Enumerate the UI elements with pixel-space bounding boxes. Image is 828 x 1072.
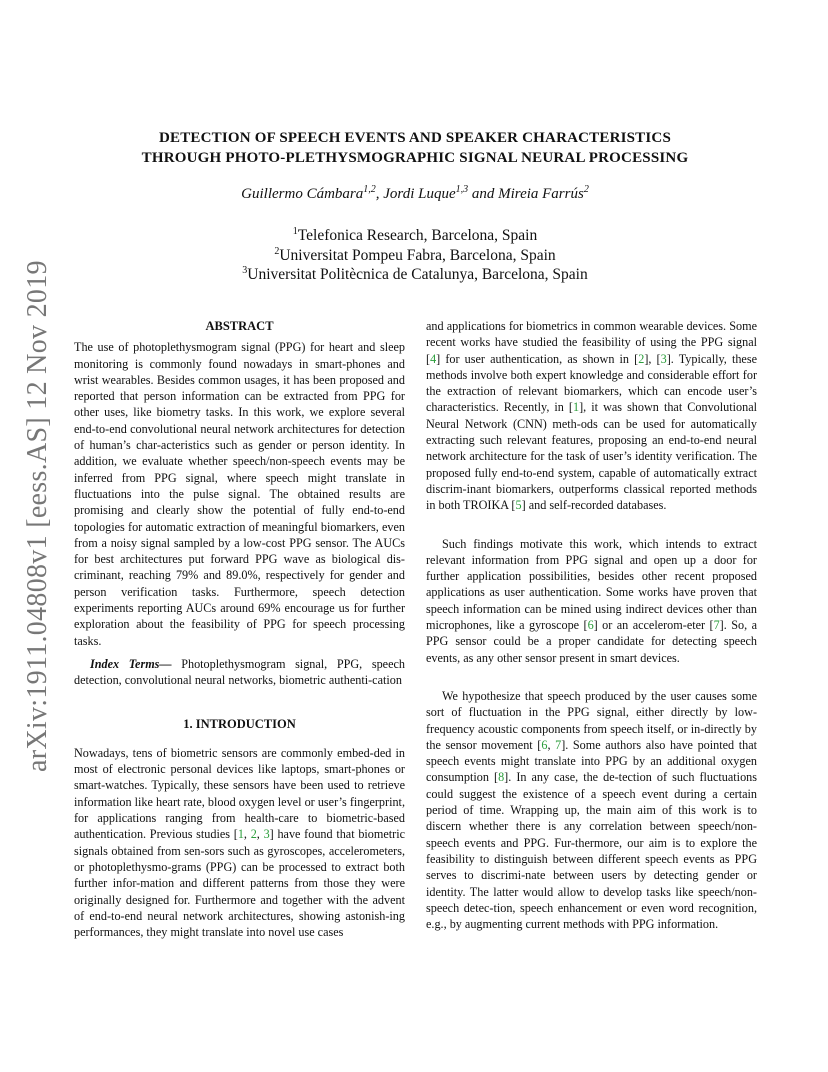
title-line-2: THROUGH PHOTO-PLETHYSMOGRAPHIC SIGNAL NEURAL PROCESSING (141, 150, 689, 166)
author-2-affil: 1,3 (455, 184, 469, 195)
affiliations (80, 226, 750, 285)
author-2: Jordi Luque (383, 186, 456, 202)
index-terms-text: Photoplethysmogram signal, PPG, speech detection, convolutional neural networks, biometric authenti-cation (74, 656, 405, 688)
index-terms (74, 656, 405, 689)
right-column (426, 318, 757, 932)
left-column (74, 318, 405, 940)
citation-link[interactable]: 7 (555, 737, 562, 752)
right-paragraph-1: and applications for biometrics in common wearable devices. Some recent works have studied the feasibility of using the PPG signal [4] for user authentication, as shown in [2], [3]. Typically, these methods involve both expert knowledge and considerable effort for the extraction of relevant biomarkers, which can encode user’s characteristics. Recently, in [1], it was shown that Convolutional Neural Network (CNN) meth-ods can be used for automatically extracting such relevant features, proposing an end-to-end neural network architecture for the task of user’s identity verification. The proposed fully end-to-end system, capable of automatically extract discrim-inant biomarkers, outperforms classical reported methods in both TROIKA [5] and self-recorded databases. (426, 319, 757, 513)
paper-title (80, 128, 750, 168)
citation-link[interactable]: 6 (587, 618, 594, 633)
citation-link[interactable]: 7 (713, 618, 720, 633)
affiliation-3: $^3$Universitat Politècnica de Catalunya, Barcelona, Spain (242, 264, 588, 283)
author-list: Guillermo Cámbara$^{1,2}$, Jordi Luque$^{1,3}$ and Mireia Farrús$^2$ (241, 184, 589, 202)
author-1: Guillermo Cámbara (241, 186, 364, 202)
arxiv-stamp: arXiv:1911.04808v1 [eess.AS] 12 Nov 2019 (22, 260, 53, 772)
citation-link[interactable]: 2 (250, 827, 257, 842)
right-paragraph-3: We hypothesize that speech produced by the user causes some sort of fluctuation in the PPG signal, either directly by low-frequency acoustic components from speech itself, or in-directly by the sensor movement [6, 7]. Some authors also have pointed that speech events might translate into PPG by an additional oxygen consumption [8]. In any case, the de-tection of such fluctuations could suggest the existence of a speech event during a certain period of time. Wrapping up, the main aim of this work is to discern whether there is any correlation between speech/non-speech events and PPG. Fur-thermore, our aim is to explore the feasibility to distinguish between different speech events as PPG serves to discrimi-nate between users by detecting gender or identity. The latter would allow to develop tasks like speech/non-speech detec-tion, speech enhancement or even word recognition, e.g., by augmenting current methods with PPG information. (426, 688, 758, 932)
citation-link[interactable]: 8 (498, 770, 505, 785)
intro-paragraph: Nowadays, tens of biometric sensors are commonly embed-ded in most of electronic personal devices like laptops, smart-phones or smart-watches. Typically, these sensors have been used to retrieve information like heart rate, blood oxygen level or user’s fingerprint, for applications ranging from health-care to biometric-based authentication. Previous studies [1, 2, 3] have found that biometric signals obtained from sen-sors such as gyroscopes, accelerometers, or photoplethysmo-grams (PPG) can be processed to extract both further infor-mation and different patterns from those they were originally designed for. Furthermore and together with the advent of end-to-end neural network architectures, showing astonish-ing performances, they might translate into novel use cases (74, 745, 406, 940)
affiliation-2: $^2$Universitat Pompeu Fabra, Barcelona, Spain (274, 245, 556, 264)
citation-link[interactable]: 2 (638, 351, 645, 366)
intro-heading: 1. INTRODUCTION (183, 716, 296, 731)
citation-link[interactable]: 1 (573, 400, 580, 415)
citation-link[interactable]: 3 (660, 351, 667, 366)
citation-link[interactable]: 1 (237, 827, 244, 842)
abstract-heading: ABSTRACT (205, 319, 274, 333)
citation-link[interactable]: 5 (515, 498, 522, 513)
index-terms-label: Index Terms— (90, 656, 172, 671)
citation-link[interactable]: 3 (263, 827, 270, 842)
citation-link[interactable]: 4 (430, 351, 437, 366)
right-paragraph-2: Such findings motivate this work, which intends to extract relevant information from PPG signal and open up a door for further application possibilities, besides other recent proposed applications as user authentication. Some works have proven that speech information can be mined using indirect devices other than microphones, like a gyroscope [6] or an accelerom-eter [7]. So, a PPG sensor could be a proper candidate for detecting speech events, as any other sensor present in smart devices. (426, 536, 757, 665)
author-3: and Mireia Farrús (471, 186, 584, 202)
abstract-text: The use of photoplethysmogram signal (PPG) for heart and sleep monitoring is commonly found nowadays in smart-phones and wrist wearables. Besides common usages, it has been proposed and reported that person information can be extracted from PPG for other uses, like biometry tasks. In this work, we explore several end-to-end convolutional neural network architectures for detection of human’s char-acteristics such as gender or person identity. In addition, we evaluate whether speech/non-speech events may be inferred from PPG signal, where speech might translate in fluctuations into the pulse signal. The obtained results are promising and clearly show the potential of fully end-to-end topologies for automatic extraction of meaningful biomarkers, even from a noisy signal sampled by a low-cost PPG sensor. The AUCs for best architectures put forward PPG wave as biological dis-criminant, reaching 79% and 89.0%, respectively for gender and person verification tasks. Furthermore, speech detection experiments reporting AUCs around 69% encourage us for further exploration about the feasibility of PPG for speech processing tasks. (74, 340, 405, 648)
author-1-affil: 1,2 (363, 184, 376, 195)
author-3-affil: 2 (583, 184, 589, 195)
citation-link[interactable]: 6 (541, 737, 548, 752)
affiliation-1: $^1$Telefonica Research, Barcelona, Spain (292, 225, 538, 244)
title-line-1: DETECTION OF SPEECH EVENTS AND SPEAKER CHARACTERISTICS (158, 130, 672, 146)
